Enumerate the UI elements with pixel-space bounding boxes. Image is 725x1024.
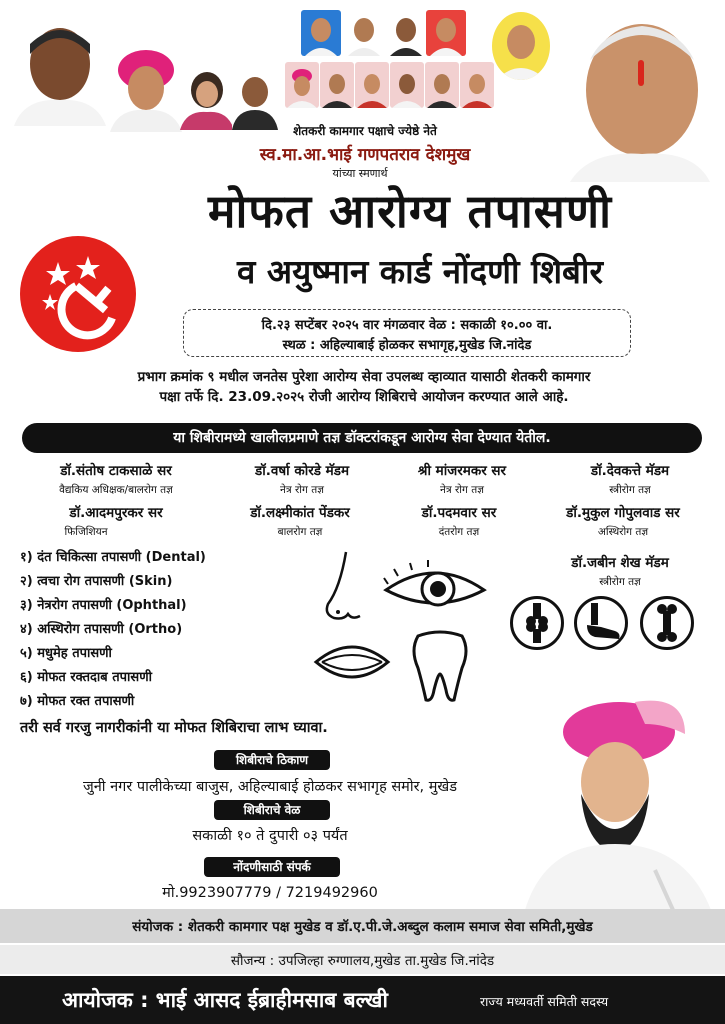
tooth-icon <box>410 630 470 704</box>
foot-bone-icon <box>574 596 628 650</box>
intro-line-1: प्रभाग क्रमांक ९ मधील जनतेस पुरेशा आरोग्य सेवा उपलब्ध व्हाव्यात यासाठी शेतकरी कामगार <box>137 369 591 385</box>
leader-round-portrait <box>492 12 550 80</box>
header-line-3: यांच्या स्मणार्थ <box>332 167 388 180</box>
main-subtitle: व अयुष्मान कार्ड नोंदणी शिबीर <box>237 252 603 291</box>
eye-icon <box>382 560 488 620</box>
leader-photo-left <box>14 14 106 126</box>
header-line-1: शेतकरी कामगार पक्षाचे ज्येष्ठे नेते <box>293 124 437 138</box>
doctor-role: नेत्र रोग तज्ञ <box>440 484 484 496</box>
event-date-box <box>183 309 631 357</box>
service-item: ५) मधुमेह तपासणी <box>20 646 112 661</box>
location-value: जुनी नगर पालीकेच्या बाजुस, अहिल्याबाई होळकर सभागृह समोर, मुखेड <box>82 779 458 795</box>
doctor-name: डॉ.पदमवार सर <box>421 505 497 521</box>
mouth-icon <box>312 638 392 688</box>
event-date: दि.२३ सप्टेंबर २०२५ वार मंगळवार वेळ : सकाळी १०.०० वा. <box>261 318 553 333</box>
doctor-name: डॉ.मुकुल गोपुलवाड सर <box>566 505 680 521</box>
leader-thumb-2 <box>344 10 384 56</box>
doctor-role: अस्थिरोग तज्ञ <box>597 526 649 538</box>
host-bar <box>0 976 725 1024</box>
doctor-name: डॉ.आदमपुरकर सर <box>69 505 163 521</box>
service-item: २) त्वचा रोग तपासणी (Skin) <box>20 574 173 589</box>
leader-thumb-7 <box>355 62 389 108</box>
leader-thumb-3 <box>386 10 426 56</box>
organizer-portrait <box>515 694 721 910</box>
timing-value: सकाळी १० ते दुपारी ०३ पर्यंत <box>192 828 348 844</box>
doctor-role: फिजिशियन <box>64 526 108 538</box>
leader-thumb-9 <box>425 62 459 108</box>
doctor-name: डॉ.वर्षा कोरडे मॅडम <box>254 463 350 479</box>
leader-photo-man2 <box>232 70 278 130</box>
doctor-role: दंतरोग तज्ञ <box>438 526 480 538</box>
leader-thumb-4 <box>426 10 466 56</box>
doctor-role: वैद्यकिय अधिक्षक/बालरोग तज्ञ <box>59 484 173 496</box>
doctor-role: स्त्रीरोग तज्ञ <box>599 576 641 588</box>
leader-photo-woman <box>180 70 234 130</box>
doctor-name: डॉ.संतोष टाकसाळे सर <box>60 463 172 479</box>
doctors-banner: या शिबीरामध्ये खालीलप्रमाणे तज्ञ डॉक्टरांकडून आरोग्य सेवा देण्यात येतील. <box>22 423 702 453</box>
main-title: मोफत आरोग्य तपासणी <box>207 184 612 238</box>
leader-thumb-5 <box>285 62 319 108</box>
intro-paragraph <box>14 368 714 407</box>
party-logo-icon <box>18 234 138 354</box>
memorial-name: स्व.मा.आ.भाई गणपतराव देशमुख <box>259 145 471 165</box>
doctor-role: स्त्रीरोग तज्ञ <box>609 484 651 496</box>
service-item: ६) मोफत रक्तदाब तपासणी <box>20 670 152 685</box>
host-name: आयोजक : भाई आसद ईब्राहीमसाब बल्खी <box>62 988 388 1012</box>
service-item: ३) नेत्ररोग तपासणी (Ophthal) <box>20 598 187 613</box>
organizer-line: संयोजक : शेतकरी कामगार पक्ष मुखेड व डॉ.ए.पी.जे.अब्दुल कलाम समाज सेवा समिती,मुखेड <box>132 919 593 935</box>
support-line: सौजन्य : उपजिल्हा रुग्णालय,मुखेड ता.मुखेड जि.नांदेड <box>230 953 495 969</box>
timing-label: शिबीराचे वेळ <box>214 800 330 820</box>
bone-icon <box>640 596 694 650</box>
nose-icon <box>318 548 368 628</box>
leader-photo-turban <box>110 40 182 132</box>
contact-label: नोंदणीसाठी संपर्क <box>204 857 340 877</box>
knee-joint-icon <box>510 596 564 650</box>
closing-line: तरी सर्व गरजु नागरीकांनी या मोफत शिबिराचा लाभ घ्यावा. <box>20 720 328 736</box>
event-venue: स्थळ : अहिल्याबाई होळकर सभागृह,मुखेड जि.नांदेड <box>282 338 532 353</box>
support-strip <box>0 945 725 974</box>
host-title: राज्य मध्यवर्ती समिती सदस्य <box>480 994 609 1009</box>
leader-thumb-6 <box>320 62 354 108</box>
leader-thumb-8 <box>390 62 424 108</box>
service-item: ४) अस्थिरोग तपासणी (Ortho) <box>20 622 183 637</box>
service-item: १) दंत चिकित्सा तपासणी (Dental) <box>20 550 206 565</box>
memorial-leader-portrait <box>560 10 720 182</box>
doctor-name: श्री मांजरमकर सर <box>417 463 507 479</box>
doctor-name: डॉ.देवकत्ते मॅडम <box>590 463 670 479</box>
leader-thumb-1 <box>301 10 341 56</box>
doctor-name: डॉ.जबीन शेख मॅडम <box>571 555 669 571</box>
contact-phone: मो.9923907779 / 7219492960 <box>162 885 378 901</box>
leader-thumb-10 <box>460 62 494 108</box>
doctor-role: बालरोग तज्ञ <box>277 526 323 538</box>
location-label: शिबीराचे ठिकाण <box>214 750 330 770</box>
doctor-role: नेत्र रोग तज्ञ <box>280 484 324 496</box>
doctor-name: डॉ.लक्ष्मीकांत पेंडकर <box>250 505 350 521</box>
service-item: ७) मोफत रक्त तपासणी <box>20 694 135 709</box>
organizer-strip <box>0 909 725 943</box>
intro-line-2: पक्षा तर्फे दि. 23.09.२०२५ रोजी आरोग्य शिबिराचे आयोजन करण्यात आले आहे. <box>159 388 569 405</box>
